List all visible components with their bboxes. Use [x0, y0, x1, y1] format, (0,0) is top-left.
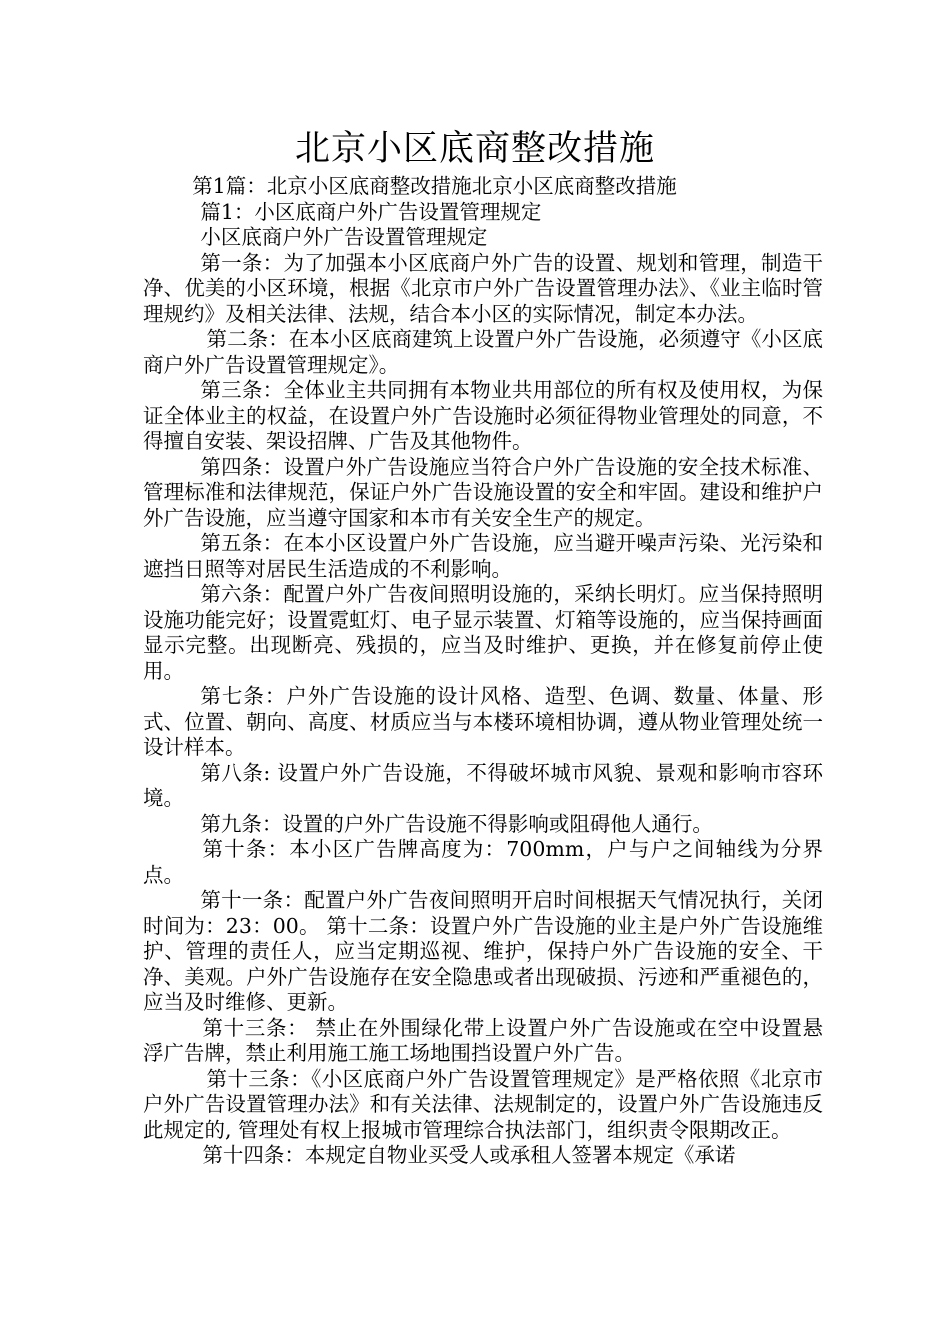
paragraph-regulation-title: 小区底商户外广告设置管理规定 [200, 225, 488, 249]
paragraph-article-7: 第七条：户外广告设施的设计风格、造型、色调、数量、体量、形式、位置、朝向、高度、材质应当与本楼环境相协调，遵从物业管理处统一设计样本。 [143, 684, 823, 759]
paragraph-article-5: 第五条：在本小区设置户外广告设施，应当避开噪声污染、光污染和遮挡日照等对居民生活造成的不利影响。 [143, 531, 823, 581]
paragraph-chapter-heading: 第1篇：北京小区底商整改措施北京小区底商整改措施 [192, 174, 677, 198]
paragraph-article-13a: 第十三条： 禁止在外围绿化带上设置户外广告设施或在空中设置悬浮广告牌，禁止利用施工施工场地围挡设置户外广告。 [143, 1015, 823, 1065]
paragraph-article-6: 第六条：配置户外广告夜间照明设施的，采纳长明灯。应当保持照明设施功能完好；设置霓虹灯、电子显示装置、灯箱等设施的，应当保持画面显示完整。出现断亮、残损的，应当及时维护、更换，并在修复前停止使用。 [143, 582, 823, 683]
document-title: 北京小区底商整改措施 [294, 129, 655, 169]
paragraph-section-heading: 篇1：小区底商户外广告设置管理规定 [200, 199, 542, 224]
paragraph-article-2: 第二条：在本小区底商建筑上设置户外广告设施，必须遵守《小区底商户外广告设置管理规定》。 [143, 327, 823, 377]
document-body [143, 174, 823, 1169]
paragraph-article-4: 第四条：设置户外广告设施应当符合户外广告设施的安全技术标准、管理标准和法律规范，保证户外广告设施设置的安全和牢固。建设和维护户外广告设施，应当遵守国家和本市有关安全生产的规定。 [143, 454, 823, 530]
paragraph-article-11-12: 第十一条：配置户外广告夜间照明开启时间根据天气情况执行，关闭时间为：23：00。 第十二条：设置户外广告设施的业主是户外广告设施维护、管理的责任人，应当定期巡视、维护，保持户外广告设施的安全、干净、美观。户外广告设施存在安全隐患或者出现破损、污迹和严重褪色的，应当及时维修、更新。 [143, 888, 823, 1014]
paragraph-article-8: 第八条: 设置户外广告设施，不得破坏城市风貌、景观和影响市容环境。 [143, 760, 823, 810]
paragraph-article-10: 第十条：本小区广告牌高度为：700mm，户与户之间轴线为分界点。 [143, 837, 823, 887]
paragraph-article-3: 第三条：全体业主共同拥有本物业共用部位的所有权及使用权，为保证全体业主的权益，在设置户外广告设施时必须征得物业管理处的同意，不得擅自安装、架设招牌、广告及其他物件。 [143, 378, 823, 453]
paragraph-article-13b: 第十三条：《小区底商户外广告设置管理规定》是严格依照《北京市户外广告设置管理办法》和有关法律、法规制定的，设置户外广告设施违反此规定的, 管理处有权上报城市管理综合执法部门，组织责令限期改正。 [143, 1066, 823, 1142]
paragraph-article-1: 第一条：为了加强本小区底商户外广告的设置、规划和管理，制造干净、优美的小区环境，根据《北京市户外广告设置管理办法》、《业主临时管理规约》及相关法律、法规，结合本小区的实际情况，制定本办法。 [143, 250, 823, 326]
paragraph-article-14: 第十四条：本规定自物业买受人或承租人签署本规定《承诺 [202, 1143, 736, 1167]
paragraph-article-9: 第九条：设置的户外广告设施不得影响或阻碍他人通行。 [200, 811, 713, 836]
